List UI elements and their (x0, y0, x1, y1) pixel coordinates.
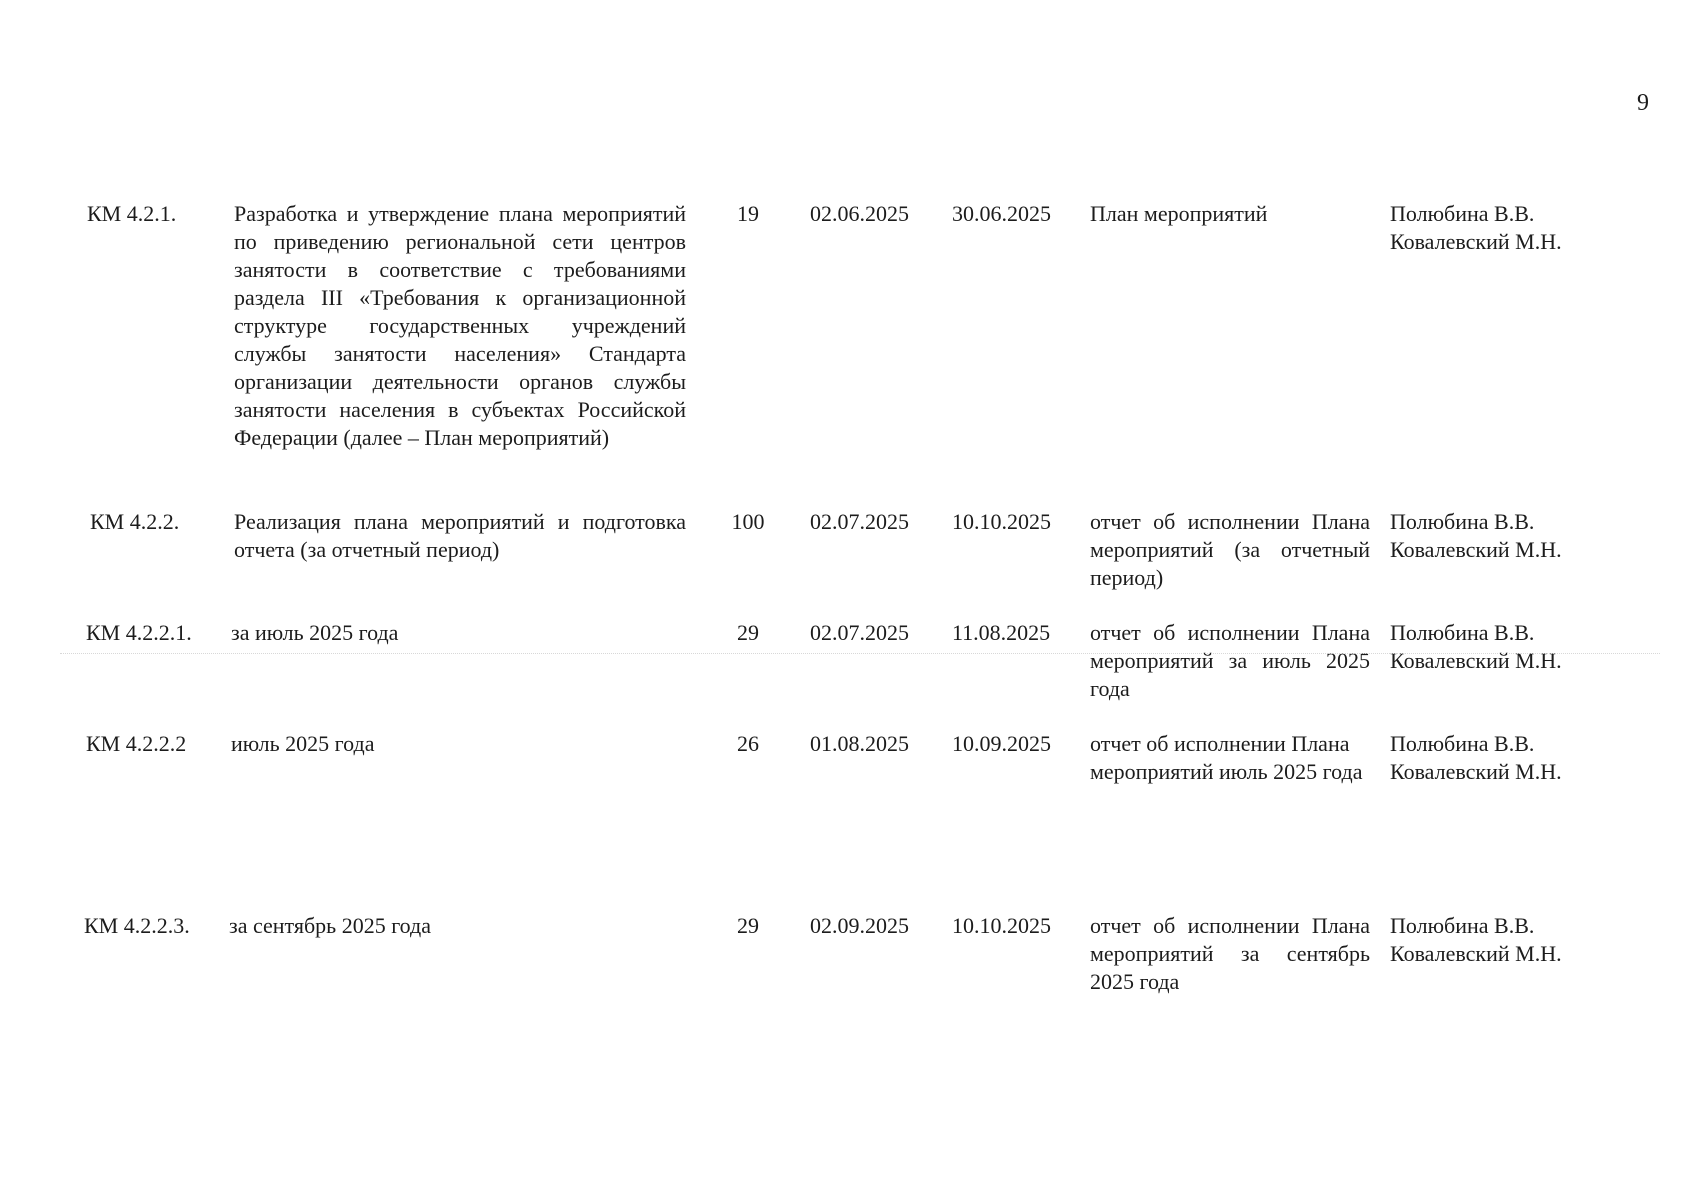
row-result: отчет об исполнении Плана мероприятий за сентябрь 2025 года (1090, 913, 1370, 994)
row-start-date: 02.06.2025 (810, 201, 909, 226)
row-end-date: 10.10.2025 (952, 509, 1051, 534)
row-responsible (1390, 619, 1620, 675)
row-code: КМ 4.2.2.2 (86, 731, 187, 756)
row-start-date: 02.07.2025 (810, 620, 909, 645)
responsible-person: Полюбина В.В. (1390, 913, 1535, 938)
row-result: отчет об исполнении Плана мероприятий (за отчетный период) (1090, 509, 1370, 590)
row-responsible (1390, 508, 1620, 564)
row-code: КМ 4.2.1. (87, 201, 177, 226)
row-responsible (1390, 730, 1620, 786)
row-start-date: 02.09.2025 (810, 913, 909, 938)
row-description: Разработка и утверждение плана мероприятий по приведению региональной сети центров занятости в соответствие с требованиями раздела III «Требования к организационной структуре государственных учреждений службы занятости населения» Стандарта организации деятельности органов службы занятости населения в субъектах Российской Федерации (далее – План мероприятий) (234, 201, 686, 450)
page-number: 9 (1637, 90, 1649, 116)
row-start-date: 02.07.2025 (810, 509, 909, 534)
row-end-date: 10.10.2025 (952, 913, 1051, 938)
row-result: План мероприятий (1090, 201, 1268, 226)
row-end-date: 11.08.2025 (952, 620, 1051, 645)
row-code: КМ 4.2.2.1. (86, 620, 192, 645)
row-duration: 29 (737, 620, 759, 645)
row-responsible (1390, 200, 1620, 256)
responsible-person: Ковалевский М.Н. (1390, 759, 1562, 784)
responsible-person: Ковалевский М.Н. (1390, 537, 1562, 562)
row-duration: 100 (731, 509, 765, 534)
row-code: КМ 4.2.2. (90, 509, 180, 534)
responsible-person: Полюбина В.В. (1390, 731, 1535, 756)
responsible-person: Ковалевский М.Н. (1390, 229, 1562, 254)
row-description: июль 2025 года (231, 731, 375, 756)
responsible-person: Ковалевский М.Н. (1390, 648, 1562, 673)
scan-artifact-divider (60, 653, 1660, 654)
row-responsible (1390, 912, 1620, 968)
row-code: КМ 4.2.2.3. (84, 913, 190, 938)
row-end-date: 30.06.2025 (952, 201, 1051, 226)
responsible-person: Полюбина В.В. (1390, 509, 1535, 534)
responsible-person: Полюбина В.В. (1390, 620, 1535, 645)
row-result: отчет об исполнении Плана мероприятий за июль 2025 года (1090, 620, 1370, 701)
row-duration: 19 (737, 201, 759, 226)
row-result: отчет об исполнении Плана мероприятий июль 2025 года (1090, 731, 1363, 784)
row-end-date: 10.09.2025 (952, 731, 1051, 756)
responsible-person: Полюбина В.В. (1390, 201, 1535, 226)
row-description: за июль 2025 года (231, 620, 399, 645)
row-description: за сентябрь 2025 года (229, 913, 431, 938)
row-duration: 26 (737, 731, 759, 756)
row-description: Реализация плана мероприятий и подготовка отчета (за отчетный период) (234, 509, 686, 562)
responsible-person: Ковалевский М.Н. (1390, 941, 1562, 966)
row-duration: 29 (737, 913, 759, 938)
row-start-date: 01.08.2025 (810, 731, 909, 756)
